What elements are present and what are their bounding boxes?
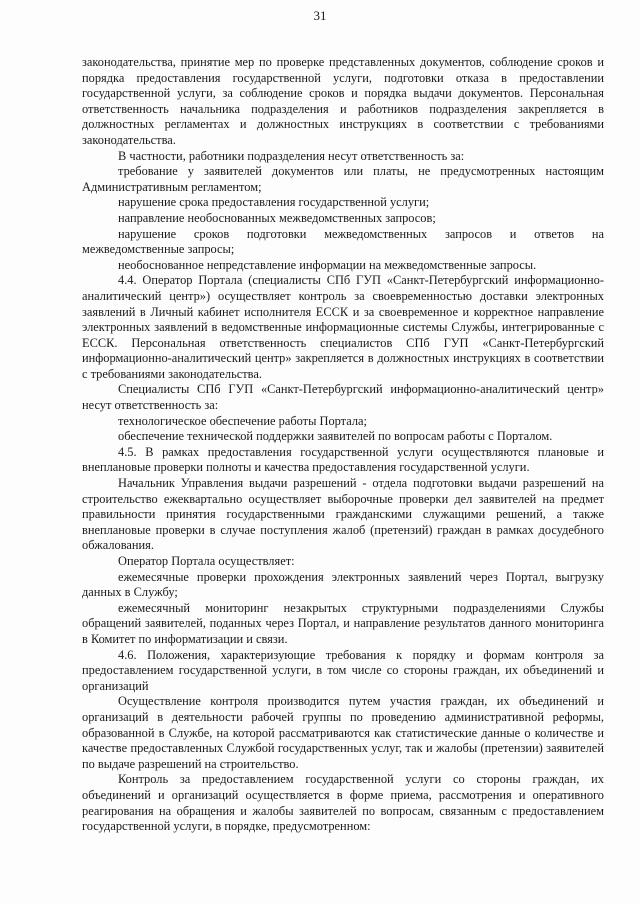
page-number: 31 [313, 8, 327, 23]
paragraph: Начальник Управления выдачи разрешений - отдела подготовки выдачи разрешений на строительство ежеквартально осуществляет выборочные проверки дел заявителей на предмет правильности принятия государственными гражданскими служащими решений, а также внеплановые проверки в случае поступления жалоб (претензий) граждан в рамках досудебного обжалования. [82, 476, 604, 553]
paragraph: нарушение сроков подготовки межведомственных запросов и ответов на межведомственные запросы; [82, 226, 604, 257]
paragraph: ежемесячный мониторинг незакрытых структурными подразделениями Службы обращений заявителей, поданных через Портал, и направление результатов данного мониторинга в Комитет по информатизации и связи. [82, 600, 604, 646]
section-4-6: 4.6. Положения, характеризующие требования к порядку и формам контроля за предоставлением государственной услуги, в том числе со стороны граждан, их объединений и организаций [82, 647, 604, 693]
paragraph: ежемесячные проверки прохождения электронных заявлений через Портал, выгрузку данных в Службу; [82, 569, 604, 600]
paragraph: технологическое обеспечение работы Портала; [118, 413, 367, 428]
paragraph: обеспечение технической поддержки заявителей по вопросам работы с Порталом. [118, 429, 553, 444]
paragraph: В частности, работники подразделения несут ответственность за: [118, 148, 465, 163]
paragraph: необоснованное непредставление информации на межведомственные запросы. [118, 257, 537, 272]
page-body [82, 55, 604, 835]
section-4-5: 4.5. В рамках предоставления государственной услуги осуществляются плановые и внеплановые проверки полноты и качества предоставления государственной услуги. [82, 444, 604, 475]
paragraph: Оператор Портала осуществляет: [118, 554, 295, 568]
paragraph: Контроль за предоставлением государственной услуги со стороны граждан, их объединений и организаций осуществляется в форме приема, рассмотрения и оперативного реагирования на обращения и жалобы заявителей по вопросам, связанным с предоставлением государственной услуги, в порядке, предусмотренном: [82, 772, 604, 834]
paragraph: направление необоснованных межведомственных запросов; [118, 210, 436, 225]
section-4-4: 4.4. Оператор Портала (специалисты СПб ГУП «Санкт-Петербургский информационно-аналитический центр») осуществляет контроль за своевременностью доставки электронных заявлений в Личный кабинет исполнителя ЕССК и за своевременное и корректное направление электронных заявлений в ведомственные информационные системы Службы, интегрированные с ЕССК. Персональная ответственность специалистов СПб ГУП «Санкт-Петербургский информационно-аналитический центр» закрепляется в должностных инструкциях в соответствии с требованиями законодательства. [82, 273, 604, 381]
paragraph: Осуществление контроля производится путем участия граждан, их объединений и организаций в деятельности рабочей группы по проведению административной реформы, образованной в Службе, на которой рассматриваются как статистические данные о количестве и качестве предоставленных Службой государственных услуг, так и жалобы (претензии) заявителей по выдаче разрешений на строительство. [82, 694, 604, 771]
paragraph: Специалисты СПб ГУП «Санкт-Петербургский информационно-аналитический центр» несут ответственность за: [82, 382, 604, 413]
paragraph: нарушение срока предоставления государственной услуги; [118, 195, 430, 210]
paragraph: требование у заявителей документов или платы, не предусмотренных настоящим Административным регламентом; [82, 164, 604, 194]
paragraph: законодательства, принятие мер по проверке представленных документов, соблюдение сроков и порядка предоставления государственной услуги, подготовки отказа в предоставлении государственной услуги, за соблюдение сроков и порядка выдачи документов. Персональная ответственность начальника подразделения и работников подразделения закрепляется в должностных регламентах и должностных инструкциях в соответствии с требованиями законодательства. [82, 55, 604, 147]
